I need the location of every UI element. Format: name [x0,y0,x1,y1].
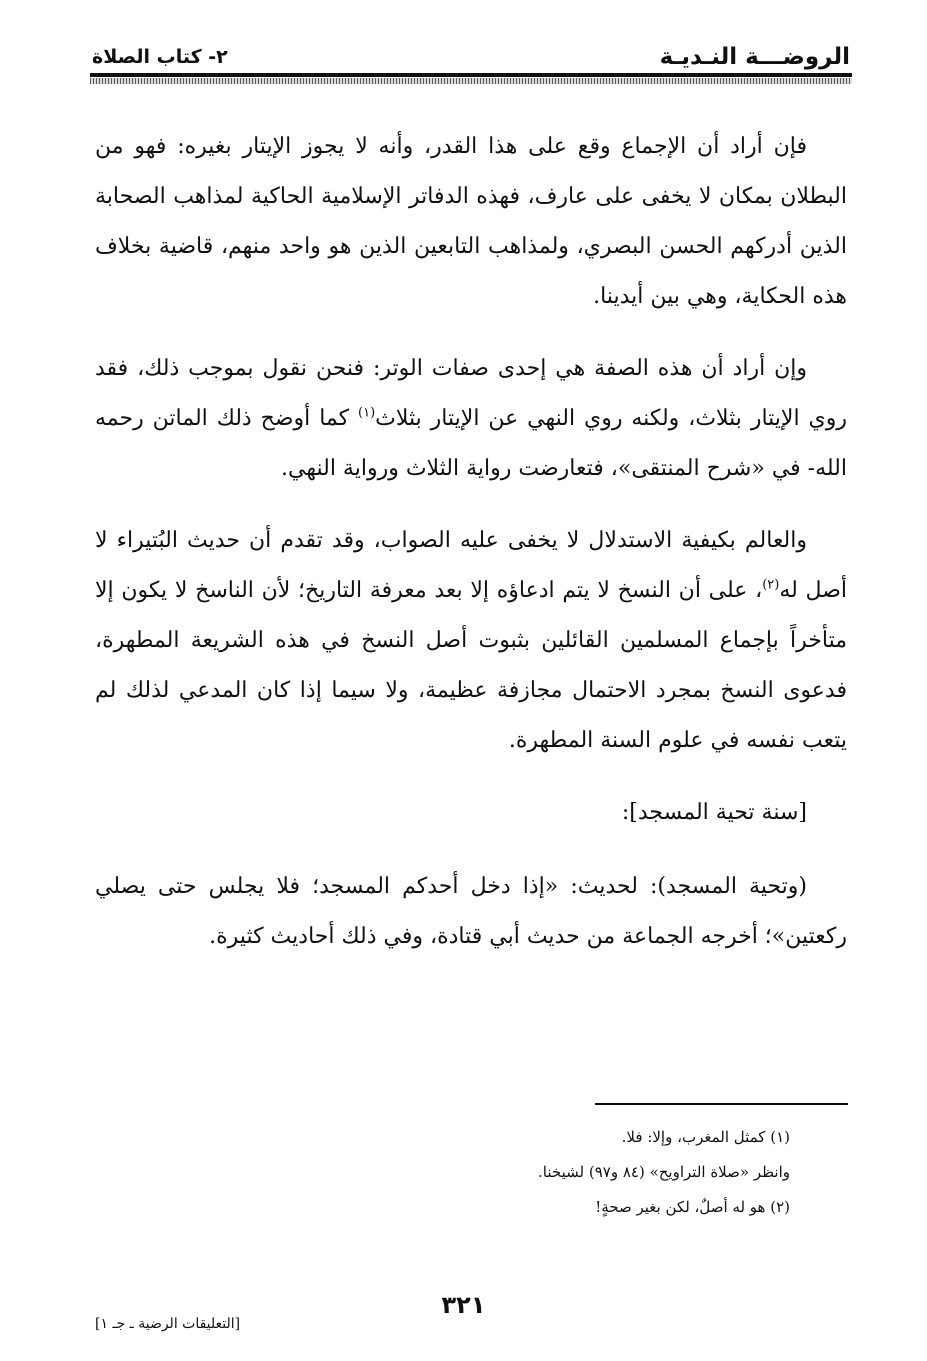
paragraph: (وتحية المسجد): لحديث: «إذا دخل أحدكم المسجد؛ فلا يجلس حتى يصلي ركعتين»؛ أخرجه الجماعة من حديث أبي قتادة، وفي ذلك أحاديث كثيرة. [95,874,847,949]
header-rule [90,73,852,77]
footnote-separator [595,1103,848,1105]
footnotes [300,1120,790,1225]
footnote: وانظر «صلاة التراويح» (٨٤ و٩٧) لشيخنا. [538,1163,790,1181]
footnote-ref[interactable]: (٢) [762,577,780,593]
footnote-ref[interactable]: (١) [358,405,376,421]
running-header [92,38,850,72]
footnote: (١) كمثل المغرب، وإلا: فلا. [621,1128,790,1146]
section-heading: [سنة تحية المسجد]: [621,800,807,825]
paragraph-text: وإن أراد أن هذه الصفة هي إحدى صفات الوتر: فنحن نقول بموجب ذلك، فقد روي الإيتار بثلاث، ولكنه روي النهي عن الإيتار بثلاث [95,356,847,431]
paragraph-text: ، على أن النسخ لا يتم ادعاؤه إلا بعد معرفة التاريخ؛ لأن الناسخ لا يكون إلا متأخراً بإجماع المسلمين القائلين بثبوت أصل النسخ في هذه الشريعة المطهرة، فدعوى النسخ بمجرد الاحتمال مجازفة عظيمة، ولا سيما إذا كان المدعي لذلك لم يتعب نفسه في علوم السنة المطهرة. [95,578,847,753]
paragraph: فإن أراد أن الإجماع وقع على هذا القدر، وأنه لا يجوز الإيتار بغيره: فهو من البطلان بمكان لا يخفى على عارف، فهذه الدفاتر الإسلامية الحاكية لمذاهب الصحابة الذين أدركهم الحسن البصري، ولمذاهب التابعين الذين هو واحد منهم، قاضية بخلاف هذه الحكاية، وهي بين أيدينا. [95,134,847,309]
chapter-title: ٢- كتاب الصلاة [92,46,228,68]
book-title: الروضـــة النـديـة [659,44,850,70]
bottom-source-note: [التعليقات الرضية ـ جـ ١] [95,1316,241,1332]
footnote: (٢) هو له أصلٌ، لكن بغير صحةٍ! [595,1198,790,1216]
paragraph [95,516,847,766]
main-text [95,122,847,984]
paragraph-text: كما أوضح ذلك الماتن رحمه الله- في «شرح المنتقى»، فتعارضت رواية الثلاث ورواية النهي. [95,406,847,481]
paragraph-text: والعالم بكيفية الاستدلال لا يخفى عليه الصواب، وقد تقدم أن حديث البُتيراء لا أصل له [95,528,847,603]
page-number: ٣٢١ [441,1291,486,1319]
header-hatch-rule [90,78,852,84]
paragraph [95,344,847,494]
